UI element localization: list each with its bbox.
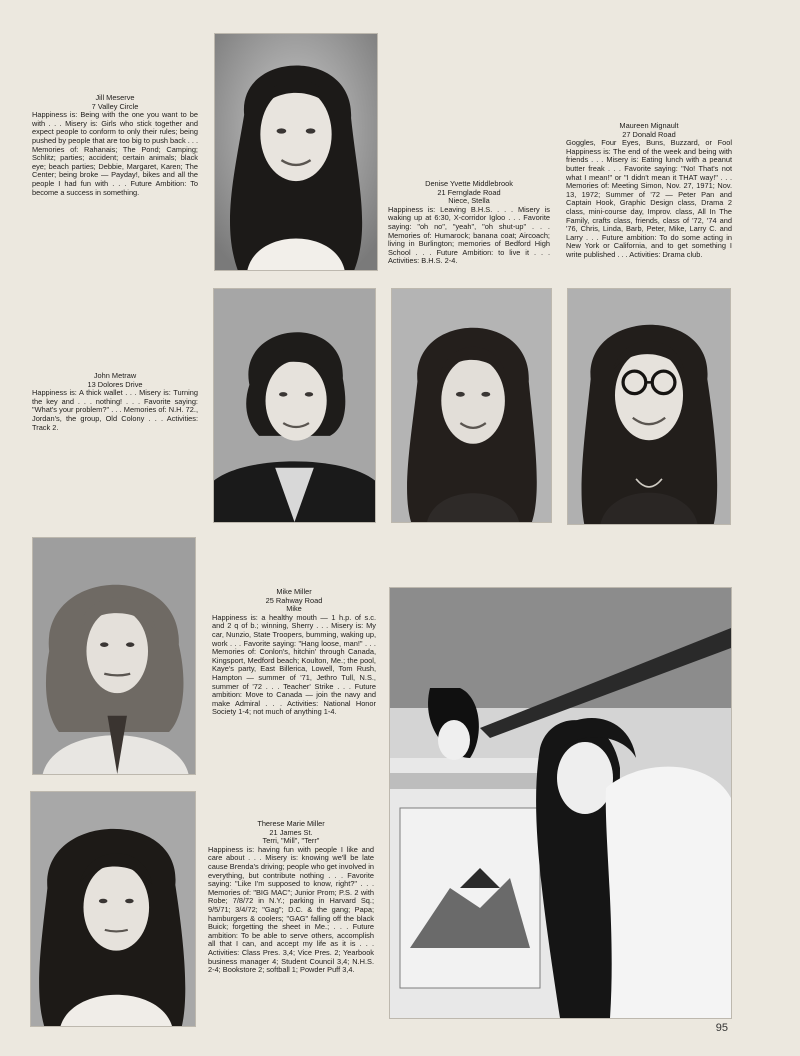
- student-bio-text: Happiness is: having fun with people I like and care about . . . Misery is: knowing we'll be late cause Brenda's driving; people who get involved in everything, but contribute nothing . . . Favorite saying: "Like I'm supposed to know, right?" . . . Memories of: "BIG MAC"; Junior Prom; P.S. 2 with Robe; 7/8/72 in N.Y.; parking in Harvard Sq.; 9/5/71; 3/4/72; "Gag"; D.C. & the gang; Papa; hamburgers & coolers; "GAG" falling off the black Buick; forgetting the sheet in Me.; . . . Future ambition: To be able to serve others, accomplish all that I can, and accept my life as it is . . . Activities: Class Pres. 3,4; Vice Pres. 2; Yearbook business manager 4; Student Council 3,4; N.H.S. 2-4; Bookstore 2; softball 1; Powder Puff 3,4.: [208, 844, 374, 975]
- student-name: Therese Marie Miller: [257, 819, 325, 828]
- candid-photo: [389, 587, 732, 1019]
- student-address: 7 Valley Circle: [91, 101, 139, 111]
- student-bio-text: Happiness is: A thick wallet . . . Misery is: Turning the key and . . . nothing! . . . Favorite saying: "What's your problem?" . . . Memories of: N.H. 72., Jordan's, the group, Old Colony . . . Activities: Track 2.: [32, 388, 198, 432]
- bio-john-metraw: [32, 372, 198, 432]
- student-name: John Metraw: [93, 371, 137, 380]
- student-name: Denise Yvette Middlebrook: [425, 179, 513, 188]
- student-address: 13 Dolores Drive: [87, 379, 143, 389]
- bio-mike-miller: [212, 588, 376, 717]
- bio-maureen-mignault: [566, 122, 732, 260]
- bio-jill-meserve: [32, 94, 198, 197]
- student-address: 21 James St.: [269, 827, 313, 837]
- student-bio-text: Happiness is: Being with the one you want to be with . . . Misery is: Girls who stick together and expect people to conform to only their rules; being pushed by people that are too big to push back . . . Memories of: Rahanais; The Pond; Camping; Schlitz; parties; accident; certain animals; black eye; beach parties; Debbie, Margaret, Karen; The Center; being broke — Payday!, bikes and all the people I had fun with . . . Future Ambition: To become a success in something.: [32, 110, 198, 197]
- student-address: 21 Fernglade Road: [437, 187, 501, 197]
- portrait-photo-therese-miller: [30, 791, 196, 1027]
- student-nickname: Niece, Stella: [448, 196, 490, 206]
- portrait-photo-mike-miller: [32, 537, 196, 775]
- student-bio-text: Happiness is: a healthy mouth — 1 h.p. of s.c. and 2 q of b.; winning, Sherry . . . Misery is: My car, Nunzio, State Troopers, bumming, waking up, work . . . Favorite saying: "Hang loose, man!" . . . Memories of: Conlon's, hitchin' through Canada, Kingsport, Medford beach; Koulton, Me.; the pool, Kaye's party, East Billerica, Lowell, Tom Rush, Hampton — summer of '71, Jethro Tull, N.S., summer of '72 . . . Teacher' Strike . . . Future ambition: Move to Canada — join the navy and make Admiral . . . Activities: National Honor Society 1-4; not much of anything 1-4.: [212, 612, 376, 717]
- portrait-photo-jill-meserve: [214, 33, 378, 271]
- portrait-photo-john-metraw: [213, 288, 376, 523]
- bio-therese-miller: [208, 820, 374, 975]
- student-name: Maureen Mignault: [619, 121, 679, 130]
- student-bio-text: Goggles, Four Eyes, Buns, Buzzard, or Fool Happiness is: The end of the week and being with friends . . . Misery is: Eating lunch with a peanut butter freak . . . Favorite saying: "No! That's not what I mean!" or "I didn't mean it THAT way!" . . . Memories of: Meeting Simon, Nov. 27, 1971; Nov. 13, 1972; Summer of '72 — Peter Pan and Captain Hook, Graphic Design class, Drama 2 class, mini-course day, Improv. class, All In The Family, crafts class, friends, class of '72, '74 and '76, Chris, Linda, Barb, Peter, Mike, Larry C. and Larry . . . Future ambition: To do some acting in New York or California, and to get something I write published . . . Activities: Drama club.: [566, 138, 732, 259]
- student-nickname: Terri, "Mill", "Terr": [262, 836, 320, 846]
- student-address: 27 Donald Road: [622, 129, 676, 139]
- portrait-photo-maureen-mignault: [567, 288, 731, 525]
- student-bio-text: Happiness is: Leaving B.H.S. . . . Misery is waking up at 6:30, X-corridor Igloo . . . Favorite saying: "oh no", "yeah", "oh shut-up" . . . Memories of: Humarock; banana coat; Aircoach; living in Burlington; memories of Bedford High School . . . Future Ambition: to live it . . . Activities: B.H.S. 2-4.: [388, 204, 550, 266]
- bio-denise-middlebrook: [388, 180, 550, 266]
- page-number: 95: [715, 1022, 728, 1034]
- student-nickname: Mike: [286, 604, 302, 614]
- student-address: 25 Rahway Road: [265, 595, 323, 605]
- student-name: Jill Meserve: [95, 93, 135, 102]
- student-name: Mike Miller: [276, 587, 312, 596]
- portrait-photo-denise-middlebrook: [391, 288, 552, 523]
